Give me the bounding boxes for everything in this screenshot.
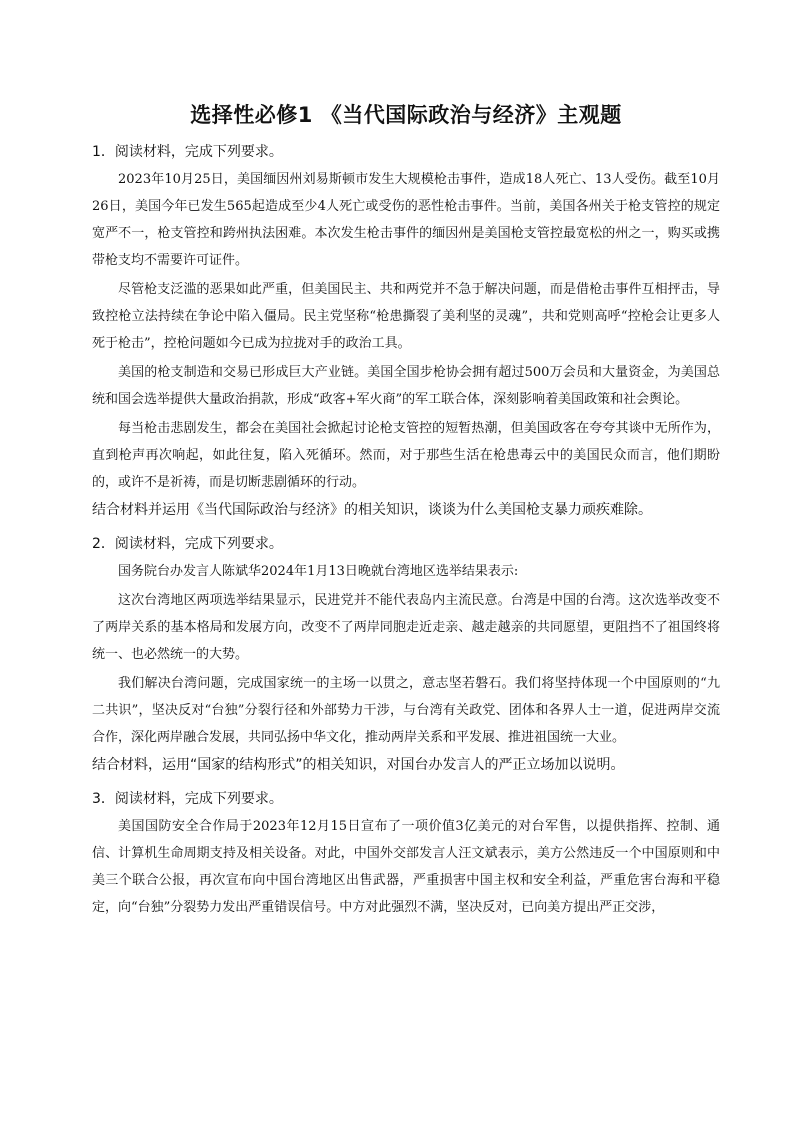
question-2 [92, 534, 720, 777]
material-paragraph: 美国的枪支制造和交易已形成巨大产业链。美国全国步枪协会拥有超过500万会员和大量资金，为美国总统和国会选举提供大量政治捐款，形成“政客+军火商”的军工联合体，深刻影响着美国政策和社会舆论。 [92, 365, 720, 407]
material-paragraph: 这次台湾地区两项选举结果显示，民进党并不能代表岛内主流民意。台湾是中国的台湾。这次选举改变不了两岸关系的基本格局和发展方向，改变不了两岸同胞走近走亲、越走越亲的共同愿望，更阻挡不了祖国终将统一、也必然统一的大势。 [92, 593, 720, 662]
page-title: 选择性必修1 《当代国际政治与经济》主观题 [190, 103, 622, 127]
material-paragraph: 我们解决台湾问题，完成国家统一的主场一以贯之，意志坚若磐石。我们将坚持体现一个中国原则的“九二共识”，坚决反对“台独”分裂行径和外部势力干涉，与台湾有关政党、团体和各界人士一道，促进两岸交流合作，深化两岸融合发展，共同弘扬中华文化，推动两岸关系和平发展、推进祖国统一大业。 [92, 676, 720, 745]
question-header: 2．阅读材料，完成下列要求。 [92, 536, 283, 552]
question-3 [92, 789, 720, 921]
material-paragraph: 每当枪击悲剧发生，都会在美国社会掀起讨论枪支管控的短暂热潮，但美国政客在夸夸其谈中无所作为，直到枪声再次响起，如此往复，陷入死循环。然而，对于那些生活在枪患毒云中的美国民众而言，他们期盼的，或许不是祈祷，而是切断悲剧循环的行动。 [92, 421, 720, 490]
question-header: 1．阅读材料，完成下列要求。 [92, 144, 283, 160]
question-header: 3．阅读材料，完成下列要求。 [92, 791, 283, 807]
material-paragraph: 2023年10月25日，美国缅因州刘易斯顿市发生大规模枪击事件，造成18人死亡、13人受伤。截至10月26日，美国今年已发生565起造成至少4人死亡或受伤的恶性枪击事件。当前，美国各州关于枪支管控的规定宽严不一，枪支管控和跨州执法困难。本次发生枪击事件的缅因州是美国枪支管控最宽松的州之一，购买或携带枪支均不需要许可证件。 [92, 172, 720, 268]
question-prompt: 结合材料，运用“国家的结构形式”的相关知识，对国台办发言人的严正立场加以说明。 [92, 757, 625, 773]
question-1 [92, 142, 720, 522]
question-prompt: 结合材料并运用《当代国际政治与经济》的相关知识，谈谈为什么美国枪支暴力顽疾难除。 [92, 502, 652, 518]
material-paragraph: 美国国防安全合作局于2023年12月15日宣布了一项价值3亿美元的对台军售，以提供指挥、控制、通信、计算机生命周期支持及相关设备。对此，中国外交部发言人汪文斌表示，美方公然违反一个中国原则和中美三个联合公报，再次宣布向中国台湾地区出售武器，严重损害中国主权和安全利益，严重危害台海和平稳定，向“台独”分裂势力发出严重错误信号。中方对此强烈不满，坚决反对，已向美方提出严正交涉， [92, 819, 720, 915]
material-paragraph: 国务院台办发言人陈斌华2024年1月13日晚就台湾地区选举结果表示: [118, 564, 519, 579]
material-paragraph: 尽管枪支泛滥的恶果如此严重，但美国民主、共和两党并不急于解决问题，而是借枪击事件互相抨击，导致控枪立法持续在争论中陷入僵局。民主党坚称“枪患撕裂了美利坚的灵魂”，共和党则高呼“控枪会让更多人死于枪击”，控枪问题如今已成为拉拢对手的政治工具。 [92, 282, 720, 351]
material-block [92, 813, 720, 921]
material-block [92, 166, 720, 496]
material-block [92, 558, 720, 751]
